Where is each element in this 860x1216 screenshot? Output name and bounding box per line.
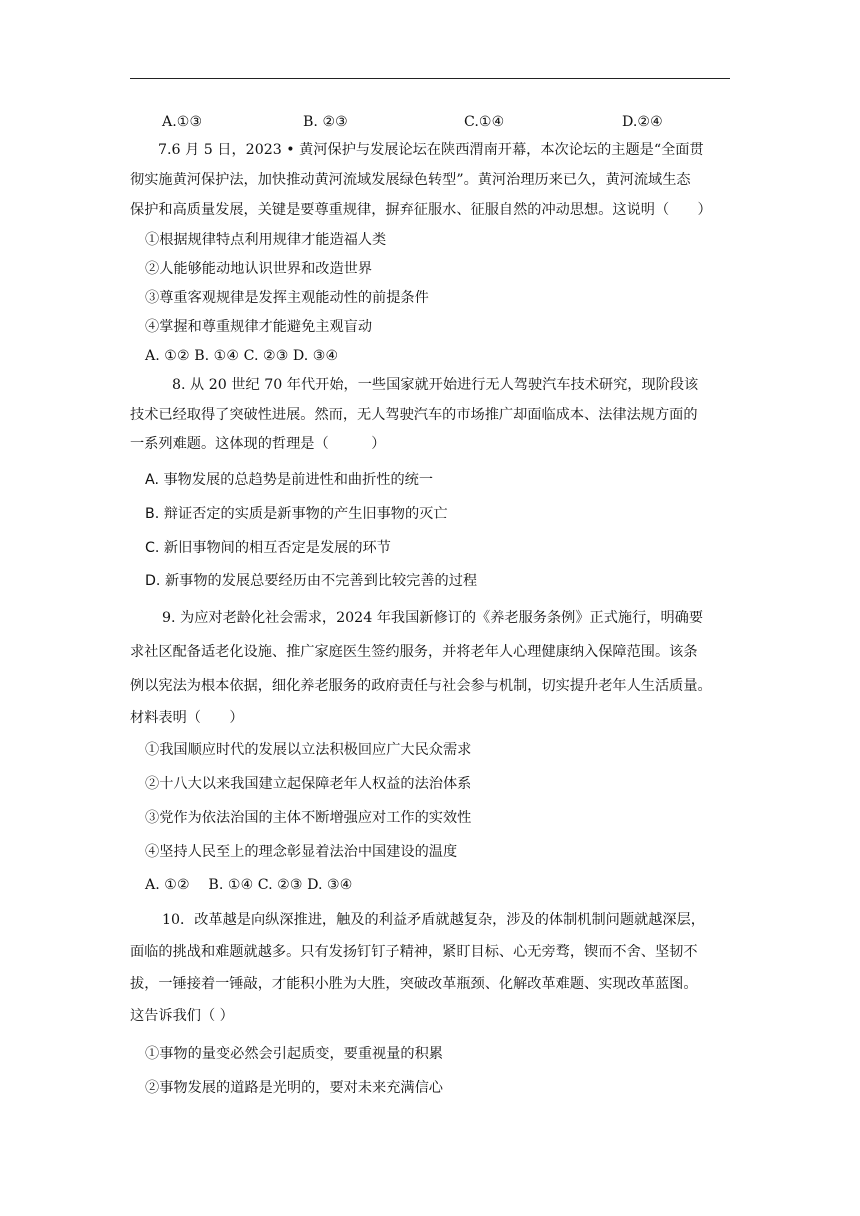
q10-stem-line-3: 拔，一锤接着一锤敲，才能积小胜为大胜，突破改革瓶颈、化解改革难题、实现改革蓝图。 — [130, 976, 698, 992]
q10-item-1: ①事物的量变必然会引起质变，要重视量的积累 — [145, 1046, 443, 1062]
header-rule — [130, 78, 730, 79]
q9-stem-line-1: 9. 为应对老龄化社会需求，2024 年我国新修订的《养老服务条例》正式施行，明确要 — [162, 610, 704, 626]
q6-option-d: D.②④ — [622, 114, 663, 130]
q10-stem-line-1: 10．改革越是向纵深推进，触及的利益矛盾就越复杂，涉及的体制机制问题就越深层， — [162, 912, 705, 928]
q6-option-a: A.①③ — [162, 114, 203, 130]
q9-stem-line-4: 材料表明（ ） — [130, 710, 244, 726]
q7-item-4: ④掌握和尊重规律才能避免主观盲动 — [145, 319, 373, 335]
q7-item-1: ①根据规律特点利用规律才能造福人类 — [145, 232, 387, 248]
q8-stem-line-1: 8. 从 20 世纪 70 年代开始，一些国家就开始进行无人驾驶汽车技术研究，现阶段该 — [172, 377, 699, 393]
q8-stem-line-3: 一系列难题。这体现的哲理是（ ） — [130, 436, 386, 452]
q9-stem-line-3: 例以宪法为根本依据，细化养老服务的政府责任与社会参与机制，切实提升老年人生活质量。 — [130, 678, 712, 694]
q9-answer-choices: A. ①② B. ①④ C. ②③ D. ③④ — [145, 877, 353, 893]
q7-stem-line-3: 保护和高质量发展，关键是要尊重规律，摒弃征服水、征服自然的冲动思想。这说明（ ） — [130, 202, 712, 218]
q7-item-3: ③尊重客观规律是发挥主观能动性的前提条件 — [145, 290, 429, 306]
q7-answer-choices: A. ①② B. ①④ C. ②③ D. ③④ — [145, 348, 339, 364]
q10-stem-line-4: 这告诉我们（ ） — [130, 1008, 234, 1024]
q6-option-c: C.①④ — [464, 114, 505, 130]
q8-option-c: C. 新旧事物间的相互否定是发展的环节 — [145, 540, 391, 556]
q8-option-d: D. 新事物的发展总要经历由不完善到比较完善的过程 — [145, 573, 478, 589]
q6-option-b: B. ②③ — [303, 114, 348, 130]
q7-stem-line-1: 7.6 月 5 日，2023 • 黄河保护与发展论坛在陕西渭南开幕，本次论坛的主题是“全面贯 — [158, 142, 704, 158]
q10-stem-line-2: 面临的挑战和难题就越多。只有发扬钉钉子精神，紧盯目标、心无旁骛，锲而不舍、坚韧不 — [130, 944, 698, 960]
q9-stem-line-2: 求社区配备适老化设施、推广家庭医生签约服务，并将老年人心理健康纳入保障范围。该条 — [130, 644, 698, 660]
q9-item-4: ④坚持人民至上的理念彰显着法治中国建设的温度 — [145, 844, 458, 860]
q7-item-2: ②人能够能动地认识世界和改造世界 — [145, 261, 373, 277]
q9-item-1: ①我国顺应时代的发展以立法积极回应广大民众需求 — [145, 742, 472, 758]
q7-stem-line-2: 彻实施黄河保护法，加快推动黄河流域发展绿色转型”。黄河治理历来已久，黄河流域生态 — [130, 172, 691, 188]
q8-option-b: B. 辩证否定的实质是新事物的产生旧事物的灭亡 — [145, 506, 448, 522]
q9-item-3: ③党作为依法治国的主体不断增强应对工作的实效性 — [145, 810, 472, 826]
q8-option-a: A. 事物发展的总趋势是前进性和曲折性的统一 — [145, 472, 434, 488]
q9-item-2: ②十八大以来我国建立起保障老年人权益的法治体系 — [145, 776, 472, 792]
q8-stem-line-2: 技术已经取得了突破性进展。然而，无人驾驶汽车的市场推广却面临成本、法律法规方面的 — [130, 407, 698, 423]
q10-item-2: ②事物发展的道路是光明的，要对未来充满信心 — [145, 1080, 443, 1096]
